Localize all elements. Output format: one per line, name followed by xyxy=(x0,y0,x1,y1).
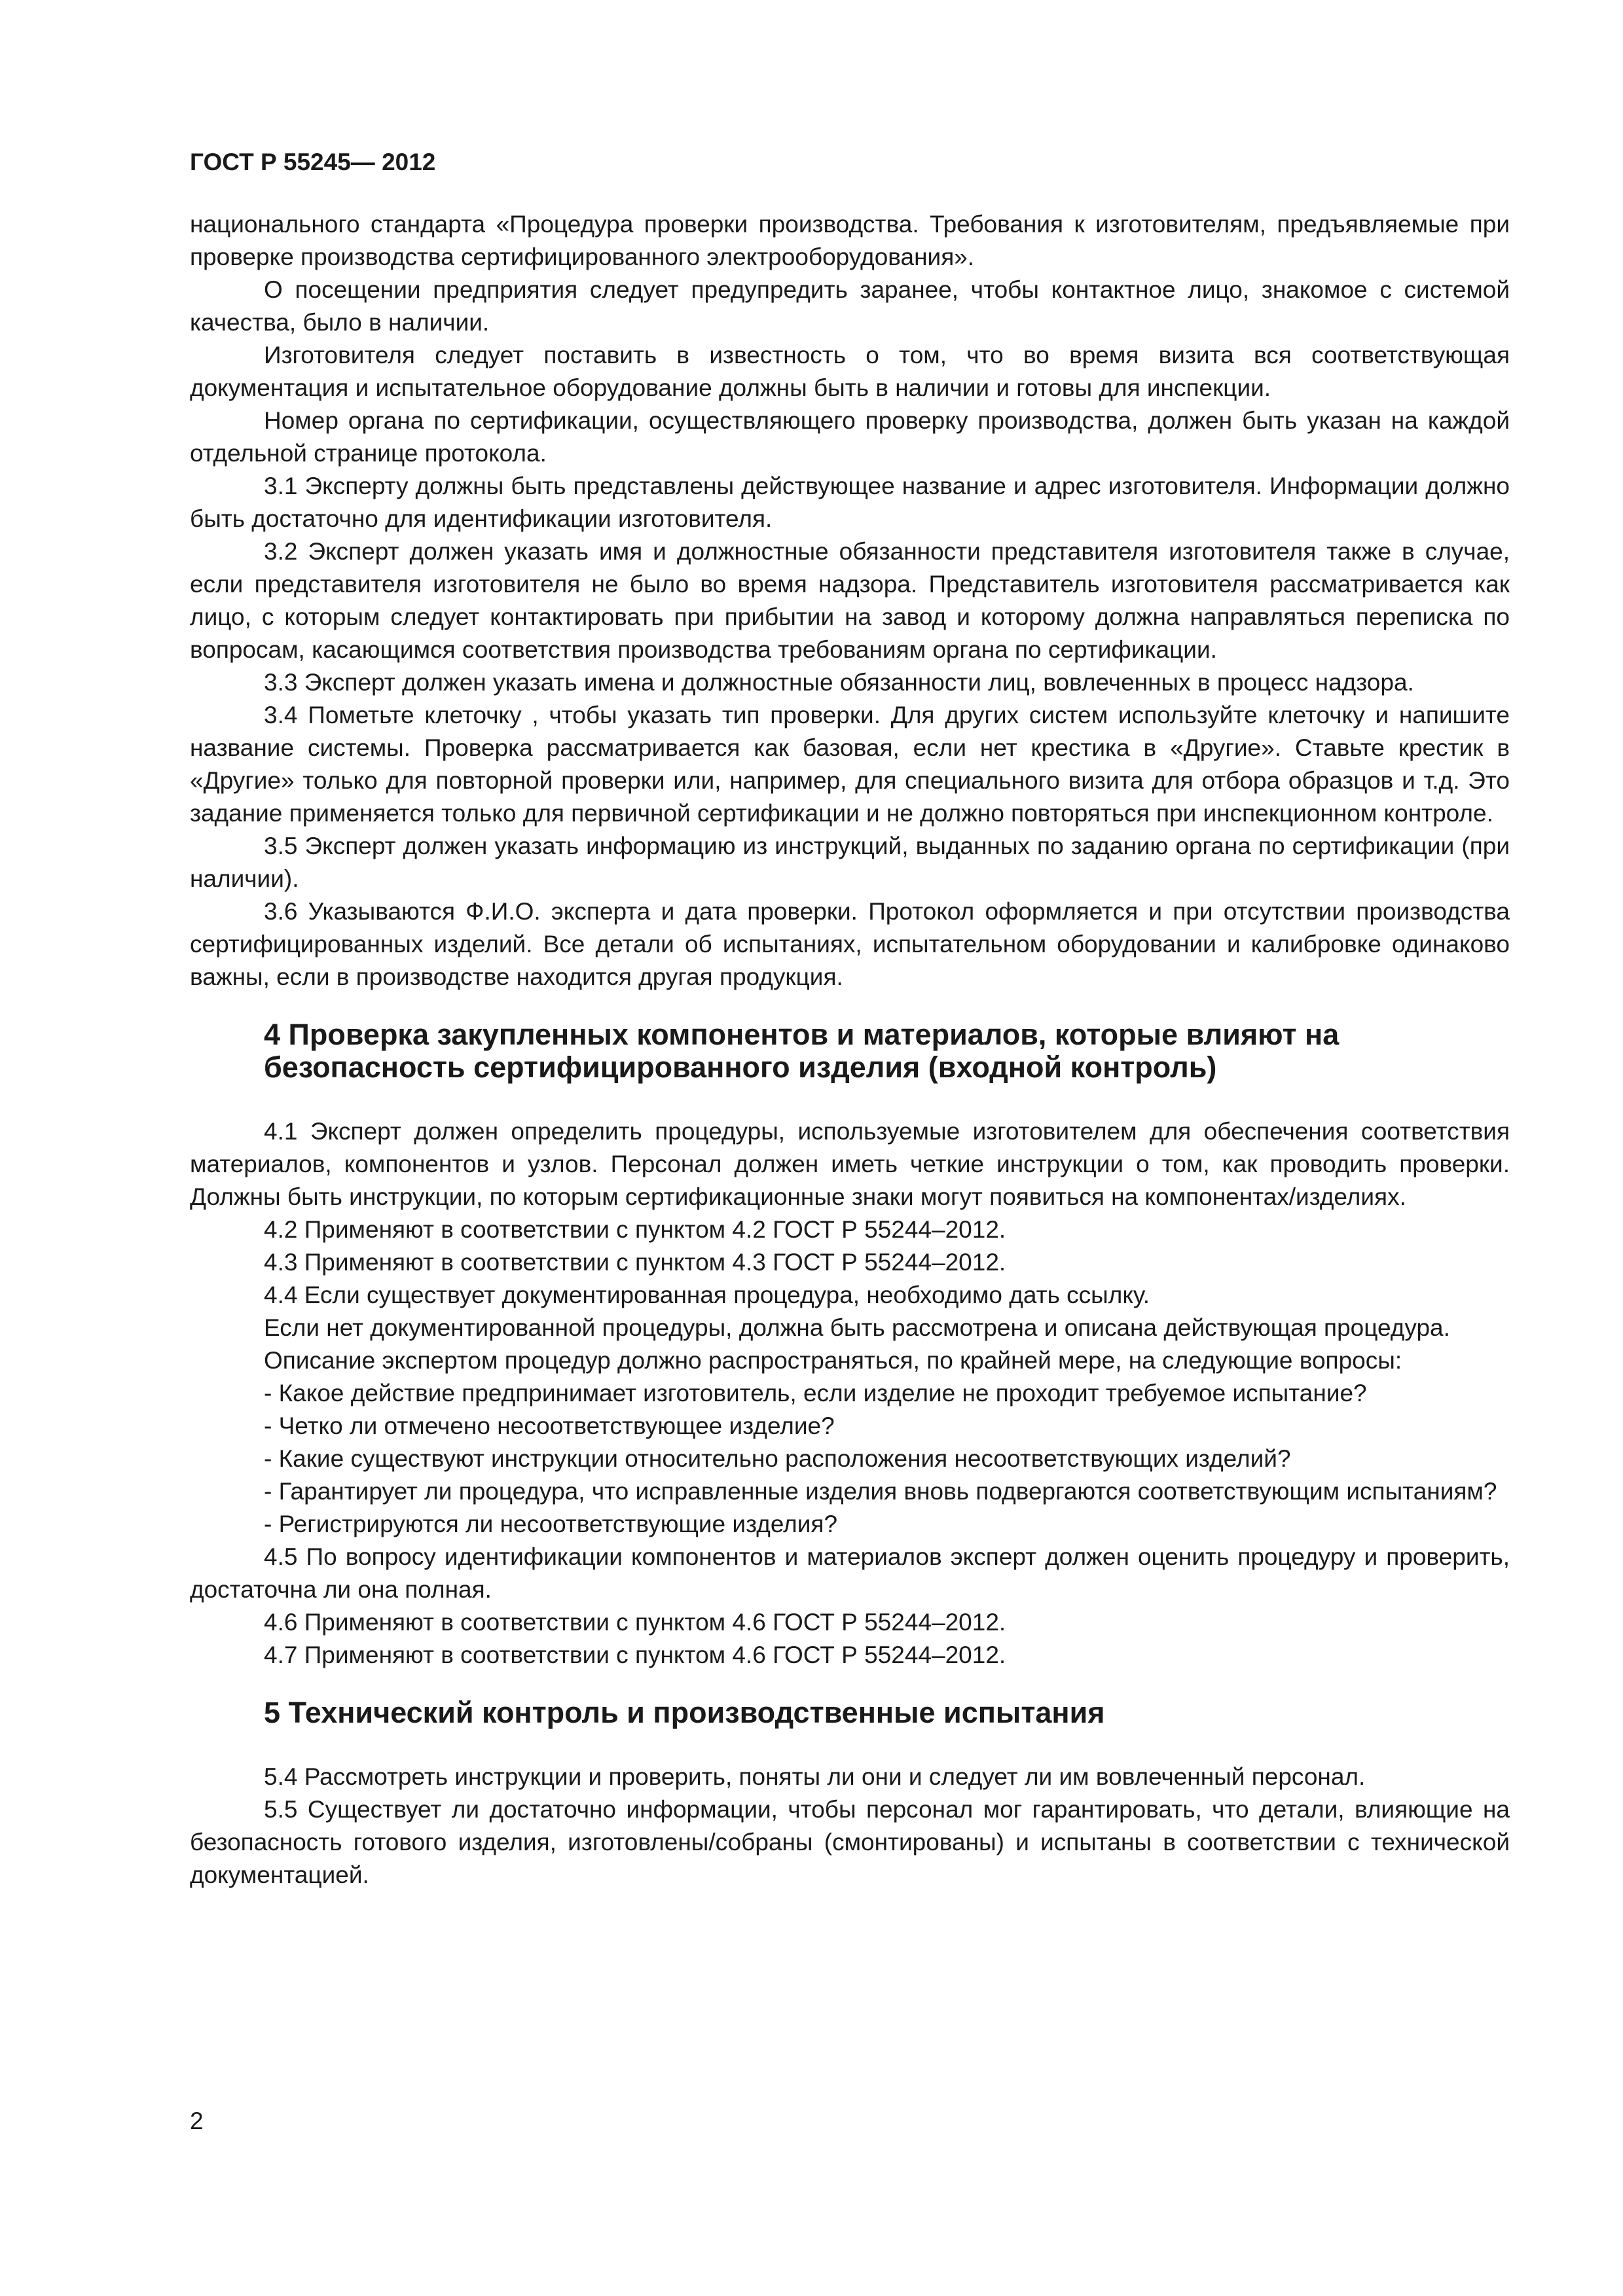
paragraph: Изготовителя следует поставить в известность о том, что во время визита вся соответствующая документация и испытательное оборудование должны быть в наличии и готовы для инспекции. xyxy=(190,342,1510,401)
page-number: 2 xyxy=(190,2108,204,2134)
document-code-header: ГОСТ Р 55245— 2012 xyxy=(190,149,436,175)
clause-3-4: 3.4 Пометьте клеточку , чтобы указать тип проверки. Для других систем используйте клеточку и напишите название системы. Проверка рассматривается как базовая, если нет крестика в «Другие». Ставьте крестик в «Другие» только для повторной проверки или, например, для специального визита для отбора образцов и т.д. Это задание применяется только для первичной сертификации и не должно повторяться при инспекционном контроле. xyxy=(190,702,1510,827)
list-item: - Какие существуют инструкции относительно расположения несоответствующих изделий? xyxy=(264,1445,1291,1472)
section-4-heading: 4 Проверка закупленных компонентов и материалов, которые влияют на безопасность сертифицированного изделия (входной контроль) xyxy=(264,1018,1340,1084)
paragraph: национального стандарта «Процедура проверки производства. Требования к изготовителям, предъявляемые при проверке производства сертифицированного электрооборудования». xyxy=(190,211,1510,270)
clause-3-1: 3.1 Эксперту должны быть представлены действующее название и адрес изготовителя. Информации должно быть достаточно для идентификации изготовителя. xyxy=(190,473,1510,532)
clause-3-5: 3.5 Эксперт должен указать информацию из инструкций, выданных по заданию органа по сертификации (при наличии). xyxy=(190,833,1510,892)
list-item: - Четко ли отмечено несоответствующее изделие? xyxy=(264,1412,835,1439)
clause-5-5: 5.5 Существует ли достаточно информации, чтобы персонал мог гарантировать, что детали, влияющие на безопасность готового изделия, изготовлены/собраны (смонтированы) и испытаны в соответствии с технической документацией. xyxy=(190,1796,1510,1888)
list-item: - Какое действие предпринимает изготовитель, если изделие не проходит требуемое испытание? xyxy=(264,1380,1367,1407)
paragraph: Если нет документированной процедуры, должна быть рассмотрена и описана действующая процедура. xyxy=(264,1314,1450,1341)
clause-4-5: 4.5 По вопросу идентификации компонентов и материалов эксперт должен оценить процедуру и проверить, достаточна ли она полная. xyxy=(190,1543,1510,1603)
section-5-heading: 5 Технический контроль и производственные испытания xyxy=(264,1696,1105,1729)
clause-5-4: 5.4 Рассмотреть инструкции и проверить, поняты ли они и следует ли им вовлеченный персонал. xyxy=(264,1763,1366,1790)
list-item: - Гарантирует ли процедура, что исправленные изделия вновь подвергаются соответствующим испытаниям? xyxy=(264,1478,1497,1505)
list-item: - Регистрируются ли несоответствующие изделия? xyxy=(264,1511,838,1537)
clause-3-3: 3.3 Эксперт должен указать имена и должностные обязанности лиц, вовлеченных в процесс надзора. xyxy=(264,669,1414,696)
clause-4-7: 4.7 Применяют в соответствии с пунктом 4.6 ГОСТ Р 55244–2012. xyxy=(264,1641,1006,1668)
clause-3-6: 3.6 Указываются Ф.И.О. эксперта и дата проверки. Протокол оформляется и при отсутствии производства сертифицированных изделий. Все детали об испытаниях, испытательном оборудовании и калибровке одинаково важны, если в производстве находится другая продукция. xyxy=(190,898,1510,990)
clause-4-1: 4.1 Эксперт должен определить процедуры, используемые изготовителем для обеспечения соответствия материалов, компонентов и узлов. Персонал должен иметь четкие инструкции о том, как проводить проверки. Должны быть инструкции, по которым сертификационные знаки могут появиться на компонентах/изделиях. xyxy=(190,1118,1510,1210)
clause-4-2: 4.2 Применяют в соответствии с пунктом 4.2 ГОСТ Р 55244–2012. xyxy=(264,1216,1006,1243)
paragraph: Описание экспертом процедур должно распространяться, по крайней мере, на следующие вопросы: xyxy=(264,1347,1402,1374)
page-body xyxy=(190,208,1510,1892)
clause-4-4: 4.4 Если существует документированная процедура, необходимо дать ссылку. xyxy=(264,1282,1150,1308)
clause-4-3: 4.3 Применяют в соответствии с пунктом 4.3 ГОСТ Р 55244–2012. xyxy=(264,1249,1006,1276)
paragraph: О посещении предприятия следует предупредить заранее, чтобы контактное лицо, знакомое с системой качества, было в наличии. xyxy=(190,276,1510,336)
clause-4-6: 4.6 Применяют в соответствии с пунктом 4.6 ГОСТ Р 55244–2012. xyxy=(264,1609,1006,1636)
clause-3-2: 3.2 Эксперт должен указать имя и должностные обязанности представителя изготовителя также в случае, если представителя изготовителя не было во время надзора. Представитель изготовителя рассматривается как лицо, с которым следует контактировать при прибытии на завод и которому должна направляться переписка по вопросам, касающимся соответствия производства требованиям органа по сертификации. xyxy=(190,538,1510,663)
paragraph: Номер органа по сертификации, осуществляющего проверку производства, должен быть указан на каждой отдельной странице протокола. xyxy=(190,407,1510,467)
